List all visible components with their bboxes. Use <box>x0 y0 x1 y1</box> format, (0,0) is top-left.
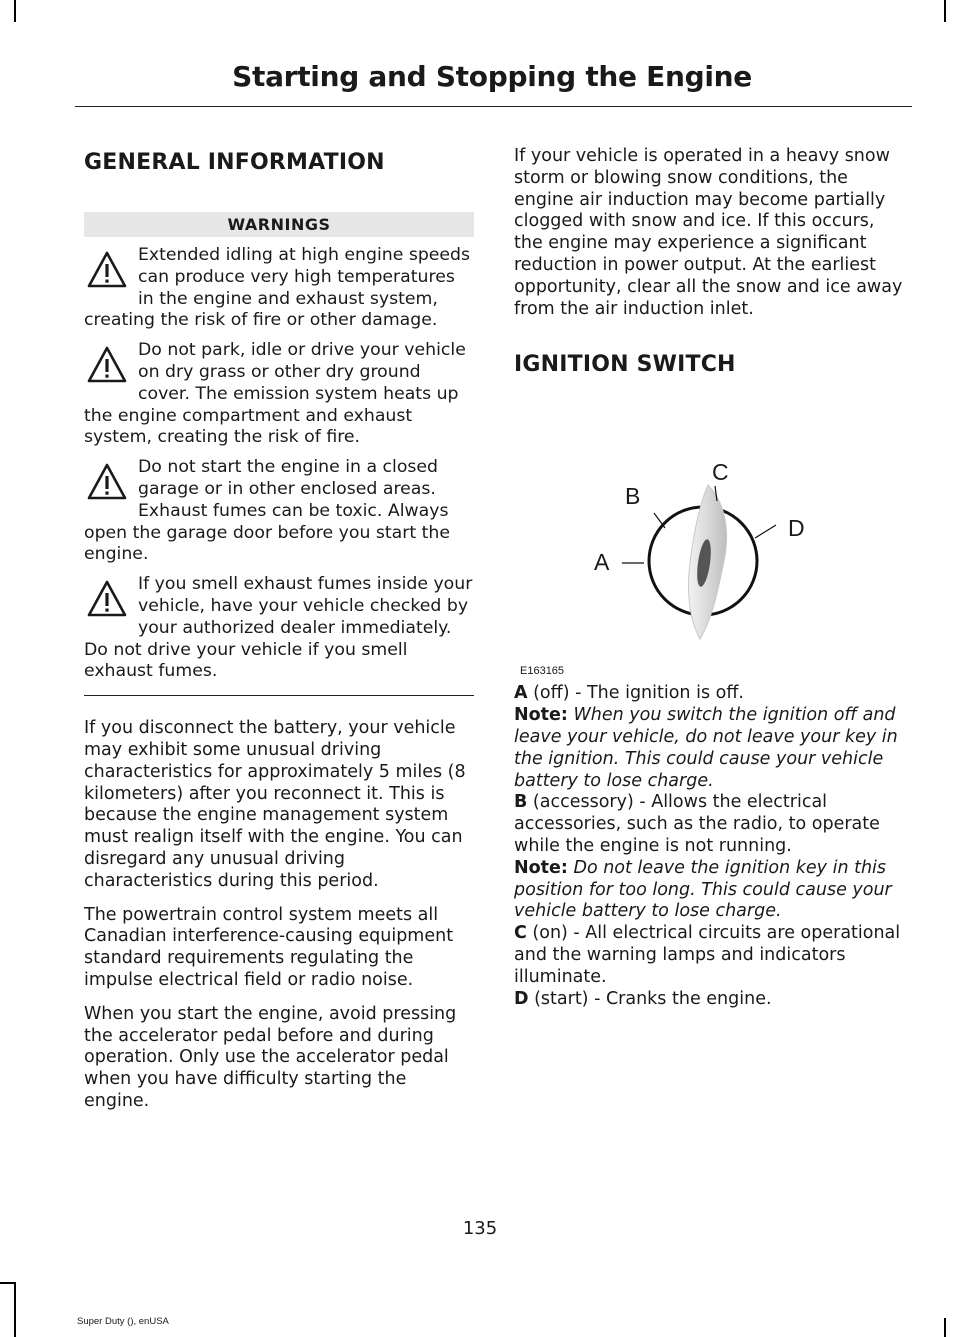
paragraph-powertrain: The powertrain control system meets all Canadian interference-causing equipment standard requirements regulating the impulse electrical field or radio noise. <box>84 904 454 990</box>
position-c <box>514 923 906 988</box>
right-column <box>514 140 906 1010</box>
warning-triangle-icon <box>87 345 127 385</box>
note-label: Note: <box>514 857 568 878</box>
diagram-label-a: A <box>594 549 610 576</box>
warning-text: Extended idling at high engine speeds can produce very high temperatures in the engine and exhaust system, creating the risk of fire or other damage. <box>84 245 471 331</box>
paragraph-snow: If your vehicle is operated in a heavy snow storm or blowing snow conditions, the engine air induction may become partially clogged with snow and ice. If this occurs, the engine may experience a significant reduction in power output. At the earliest opportunity, clear all the snow and ice away from the air induction inlet. <box>514 146 903 319</box>
document-info: Super Duty (), enUSA <box>77 1316 169 1327</box>
warning-triangle-icon <box>87 462 127 502</box>
warnings-heading: WARNINGS <box>84 212 474 237</box>
page-header <box>75 58 912 107</box>
position-text: (off) - The ignition is off. <box>527 683 744 704</box>
position-text: (accessory) - Allows the electrical accessories, such as the radio, to operate while the engine is not running. <box>514 792 880 856</box>
paragraph-accelerator: When you start the engine, avoid pressing the accelerator pedal before and during operation. Only use the accelerator pedal when you have difficulty starting the engine. <box>84 1003 457 1111</box>
note-text: When you switch the ignition off and leave your vehicle, do not leave your key in the ignition. This could cause your vehicle battery to lose charge. <box>514 705 898 791</box>
note-key-in-ignition <box>514 705 906 792</box>
warning-text: If you smell exhaust fumes inside your vehicle, have your vehicle checked by your authorized dealer immediately. Do not drive your vehicle if you smell exhaust fumes. <box>84 574 473 682</box>
leader-line-d <box>755 525 776 538</box>
crop-mark-bottom-right <box>944 1318 946 1337</box>
paragraph-battery: If you disconnect the battery, your vehicle may exhibit some unusual driving characteristics for approximately 5 miles (8 kilometers) after you reconnect it. This is because the engine management system must realign itself with the engine. You can disregard any unusual driving characteristics during this period. <box>84 718 466 891</box>
section-title-ignition-switch: IGNITION SWITCH <box>514 352 736 378</box>
note-accessory-position <box>514 858 906 923</box>
position-d <box>514 989 906 1011</box>
warning-text: Do not park, idle or drive your vehicle on dry grass or other dry ground cover. The emission system heats up the engine compartment and exhaust system, creating the risk of fire. <box>84 340 466 448</box>
left-column <box>84 140 474 1113</box>
position-a <box>514 683 906 705</box>
position-key: D <box>514 988 529 1009</box>
warning-item <box>84 245 474 332</box>
crop-mark-top-right <box>944 0 946 22</box>
diagram-label-d: D <box>788 515 805 542</box>
warning-triangle-icon <box>87 250 127 290</box>
position-key: A <box>514 683 528 704</box>
warnings-divider <box>84 695 474 696</box>
position-text: (start) - Cranks the engine. <box>528 988 772 1009</box>
section-title-general-information: GENERAL INFORMATION <box>84 150 385 175</box>
position-key: B <box>514 792 528 813</box>
figure-id: E163165 <box>520 665 565 678</box>
diagram-label-c: C <box>712 459 729 486</box>
crop-mark-bottom-left-h <box>0 1282 15 1284</box>
page-title: Starting and Stopping the Engine <box>232 60 752 93</box>
crop-mark-bottom-left <box>14 1282 16 1337</box>
page-number: 135 <box>462 1218 498 1239</box>
crop-mark-top-left <box>14 0 16 22</box>
leader-line-b <box>654 513 665 528</box>
note-text: Do not leave the ignition key in this position for too long. This could cause your vehicle battery to lose charge. <box>514 857 892 922</box>
position-key: C <box>514 923 527 944</box>
warning-item <box>84 574 474 683</box>
note-label: Note: <box>514 705 568 726</box>
ignition-switch-diagram <box>514 383 906 683</box>
ignition-switch-drawing <box>514 383 906 683</box>
position-text: (on) - All electrical circuits are operational and the warning lamps and indicators illuminate. <box>514 923 901 987</box>
warning-item <box>84 340 474 449</box>
position-b <box>514 792 906 857</box>
warning-triangle-icon <box>87 579 127 619</box>
diagram-label-b: B <box>625 483 641 510</box>
warning-item <box>84 457 474 566</box>
warning-text: Do not start the engine in a closed garage or in other enclosed areas. Exhaust fumes can be toxic. Always open the garage door before you start the engine. <box>84 457 450 565</box>
